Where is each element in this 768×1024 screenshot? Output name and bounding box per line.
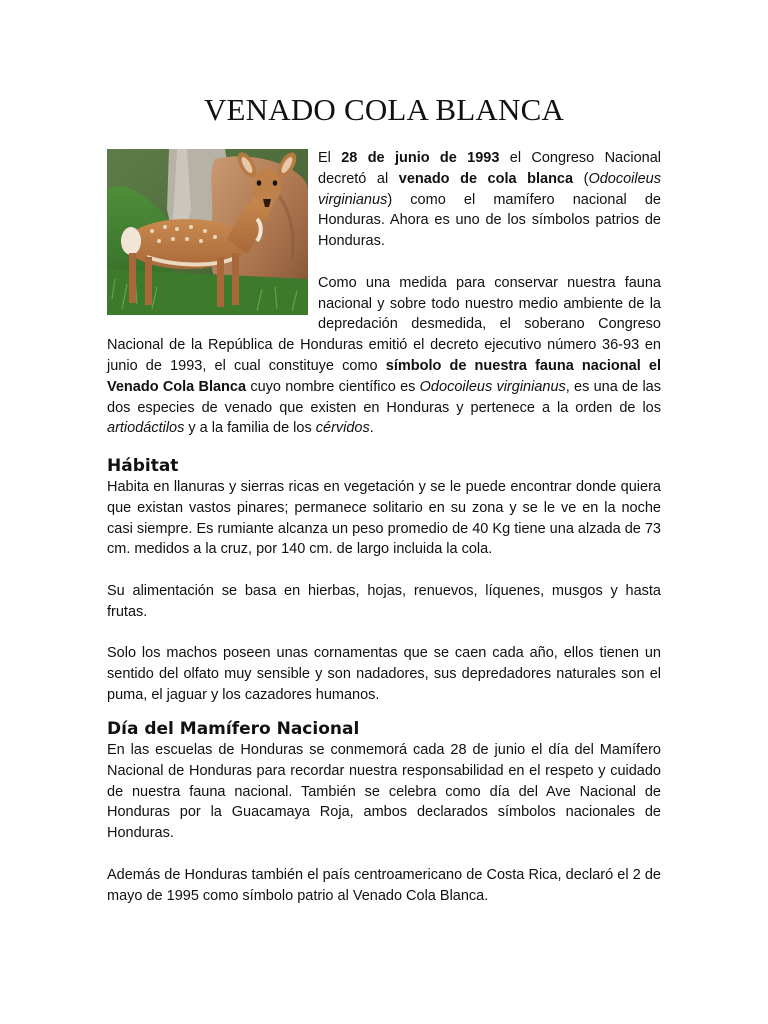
dia-mamifero-heading: Día del Mamífero Nacional bbox=[107, 719, 360, 739]
habitat-section bbox=[107, 455, 661, 706]
dia-paragraph-1: En las escuelas de Honduras se conmemorá cada 28 de junio el día del Mamífero Nacional de Honduras para recordar nuestra responsabilidad en el respeto y cuidado de nuestra fauna nacional. También se celebra como día del Ave Nacional de Honduras por la Guacamaya Roja, ambos declarados símbolos nacionales de Honduras. bbox=[107, 742, 661, 842]
habitat-paragraph-3: Solo los machos poseen unas cornamentas que se caen cada año, ellos tienen un sentido del olfato muy sensible y son nadadores, sus depredadores naturales son el puma, el jaguar y los cazadores humanos. bbox=[107, 645, 661, 703]
dia-paragraph-2: Además de Honduras también el país centroamericano de Costa Rica, declaró el 2 de mayo de 1995 como símbolo patrio al Venado Cola Blanca. bbox=[107, 866, 661, 904]
deer-photo bbox=[107, 149, 308, 315]
intro-section bbox=[107, 148, 661, 439]
habitat-paragraph-1: Habita en llanuras y sierras ricas en vegetación y se le puede encontrar donde quiera que existan vastos pinares; permanece solitario en su zona y se le ve en la noche casi siempre. Es rumiante alcanza un peso promedio de 40 Kg tiene una alzada de 73 cm. medidos a la cruz, por 140 cm. de largo incluida la cola. bbox=[107, 479, 661, 558]
habitat-paragraph-2: Su alimentación se basa en hierbas, hojas, renuevos, líquenes, musgos y hasta frutas. bbox=[107, 582, 661, 620]
intro-paragraph-2: Como una medida para conservar nuestra fauna nacional y sobre todo nuestro medio ambiente de la depredación desmedida, el soberano Congreso Nacional de la República de Honduras emitió el decreto ejecutivo número 36-93 en junio de 1993, el cual constituye como símbolo de nuestra fauna nacional el Venado Cola Blanca cuyo nombre científico es Odocoileus virginianus, es una de las dos especies de venado que existen en Honduras y pertenece a la orden de los artiodáctilos y a la familia de los cérvidos. bbox=[107, 274, 661, 437]
dia-mamifero-section bbox=[107, 718, 661, 906]
page-title: VENADO COLA BLANCA bbox=[203, 92, 565, 127]
habitat-heading: Hábitat bbox=[107, 456, 179, 476]
intro-paragraph-1: El 28 de junio de 1993 el Congreso Nacional decretó al venado de cola blanca (Odocoileus virginianus) como el mamífero nacional de Honduras. Ahora es uno de los símbolos patrios de Honduras. bbox=[318, 150, 661, 250]
